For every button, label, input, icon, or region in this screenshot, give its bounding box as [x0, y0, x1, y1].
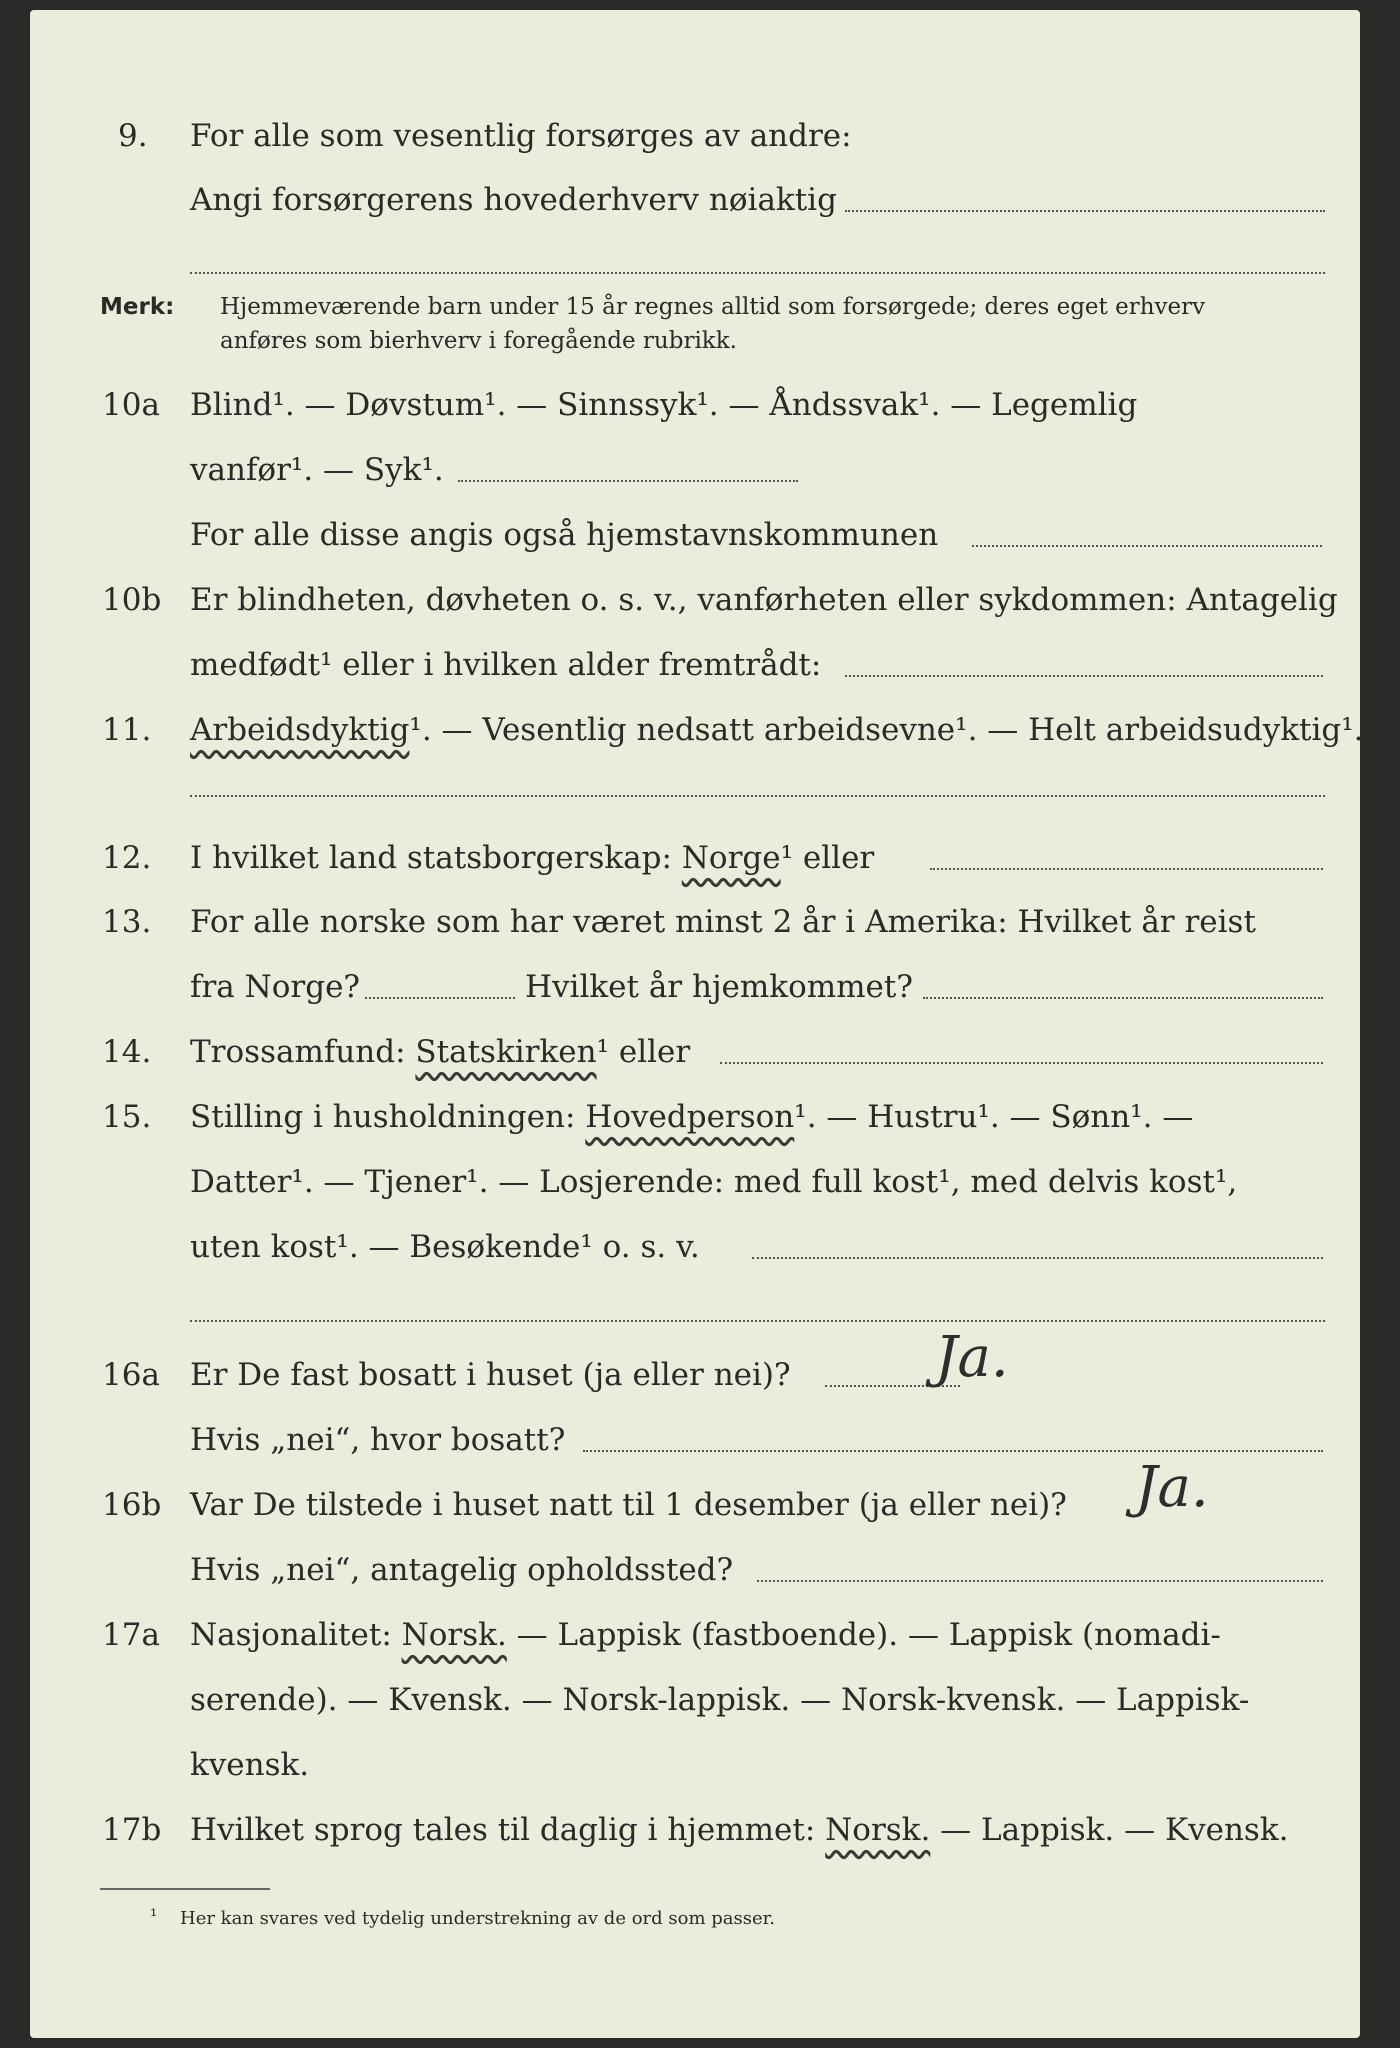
q16b-handwritten-answer[interactable]: Ja. [1135, 1455, 1209, 1520]
q17a-norsk[interactable]: Norsk. [401, 1617, 507, 1653]
q16b-line2: Hvis „nei“, antagelig opholdssted? [190, 1552, 734, 1588]
q17b-norsk[interactable]: Norsk. [825, 1812, 931, 1848]
q11-rest: ¹. — Vesentlig nedsatt arbeidsevne¹. — Helt arbeidsudyktig¹. [409, 712, 1364, 748]
q17b-label: Hvilket sprog tales til daglig i hjemmet: [190, 1812, 816, 1848]
q14-number: 14. [102, 1034, 152, 1070]
q15-rest: ¹. — Hustru¹. — Sønn¹. — [794, 1099, 1194, 1135]
q9-answer-line[interactable] [845, 210, 1325, 212]
q11-number: 11. [102, 712, 152, 748]
q17b-rest: — Lappisk. — Kvensk. [940, 1812, 1289, 1848]
q10b-answer-line[interactable] [845, 675, 1323, 677]
merk-line2: anføres som bierhverv i foregående rubrikk. [220, 328, 737, 354]
q17a-number: 17a [102, 1617, 160, 1653]
q13-number: 13. [102, 904, 152, 940]
q13-line2b: Hvilket år hjemkommet? [525, 969, 913, 1005]
q16a-line2: Hvis „nei“, hvor bosatt? [190, 1422, 566, 1458]
census-form-page [30, 10, 1364, 2038]
q15-hovedperson[interactable]: Hovedperson [585, 1099, 795, 1135]
q10a-kommune-line[interactable] [972, 545, 1322, 547]
q9-number: 9. [118, 118, 148, 154]
q16b-opholdssted-line[interactable] [757, 1580, 1323, 1582]
q11-answer-line[interactable] [190, 795, 1325, 797]
q13-reist-line[interactable] [365, 997, 515, 999]
q10a-line1: Blind¹. — Døvstum¹. — Sinnssyk¹. — Åndssvak¹. — Legemlig [190, 387, 1138, 423]
q13-line2a: fra Norge? [190, 969, 361, 1005]
footnote-rule [100, 1888, 270, 1890]
q10b-line1: Er blindheten, døvheten o. s. v., vanførheten eller sykdommen: Antagelig [190, 582, 1338, 618]
q10a-line2: vanfør¹. — Syk¹. [190, 452, 444, 488]
q16b-number: 16b [102, 1487, 162, 1523]
q11-arbeidsdyktig[interactable]: Arbeidsdyktig [190, 712, 410, 748]
q14-label: Trossamfund: [190, 1034, 406, 1070]
q10a-answer-line[interactable] [458, 480, 798, 482]
q12-eller: ¹ eller [780, 840, 875, 876]
q16a-bosatt-line[interactable] [583, 1450, 1323, 1452]
q17a-rest: — Lappisk (fastboende). — Lappisk (nomadi- [516, 1617, 1221, 1653]
q14-statskirken[interactable]: Statskirken [415, 1034, 597, 1070]
q10a-number: 10a [102, 387, 160, 423]
q14-answer-line[interactable] [720, 1062, 1323, 1064]
q15-line2: Datter¹. — Tjener¹. — Losjerende: med full kost¹, med delvis kost¹, [190, 1164, 1238, 1200]
q15-answer-line[interactable] [752, 1257, 1323, 1259]
q17b-number: 17b [102, 1812, 162, 1848]
q15-answer-line2[interactable] [190, 1320, 1325, 1322]
footnote-mark: ¹ [150, 1906, 158, 1927]
merk-line1: Hjemmeværende barn under 15 år regnes alltid som forsørgede; deres eget erhverv [220, 294, 1206, 320]
footnote-text: Her kan svares ved tydelig understrekning av de ord som passer. [180, 1908, 775, 1929]
q15-label: Stilling i husholdningen: [190, 1099, 576, 1135]
q16b-line1: Var De tilstede i huset natt til 1 desember (ja eller nei)? [190, 1487, 1067, 1523]
q16a-handwritten-answer[interactable]: Ja. [935, 1325, 1009, 1390]
q12-number: 12. [102, 840, 152, 876]
q17a-line2: serende). — Kvensk. — Norsk-lappisk. — Norsk-kvensk. — Lappisk- [190, 1682, 1250, 1718]
q13-hjemkommet-line[interactable] [923, 997, 1323, 999]
merk-label: Merk: [100, 294, 175, 320]
q12-norge[interactable]: Norge [681, 840, 781, 876]
q9-answer-line2[interactable] [190, 272, 1325, 274]
q13-line1: For alle norske som har været minst 2 år i Amerika: Hvilket år reist [190, 904, 1256, 940]
q10a-line3: For alle disse angis også hjemstavnskommunen [190, 517, 939, 553]
q12-answer-line[interactable] [930, 868, 1323, 870]
q15-line3: uten kost¹. — Besøkende¹ o. s. v. [190, 1229, 700, 1265]
q16a-line1: Er De fast bosatt i huset (ja eller nei)? [190, 1357, 791, 1393]
q9-line2: Angi forsørgerens hovederhverv nøiaktig [190, 182, 837, 218]
q10b-number: 10b [102, 582, 162, 618]
q17a-label: Nasjonalitet: [190, 1617, 392, 1653]
q16a-number: 16a [102, 1357, 160, 1393]
q12-text: I hvilket land statsborgerskap: [190, 840, 672, 876]
q15-number: 15. [102, 1099, 152, 1135]
q9-line1: For alle som vesentlig forsørges av andre: [190, 118, 852, 154]
q10b-line2: medfødt¹ eller i hvilken alder fremtrådt: [190, 647, 822, 683]
q14-eller: ¹ eller [596, 1034, 691, 1070]
q17a-line3: kvensk. [190, 1747, 310, 1783]
